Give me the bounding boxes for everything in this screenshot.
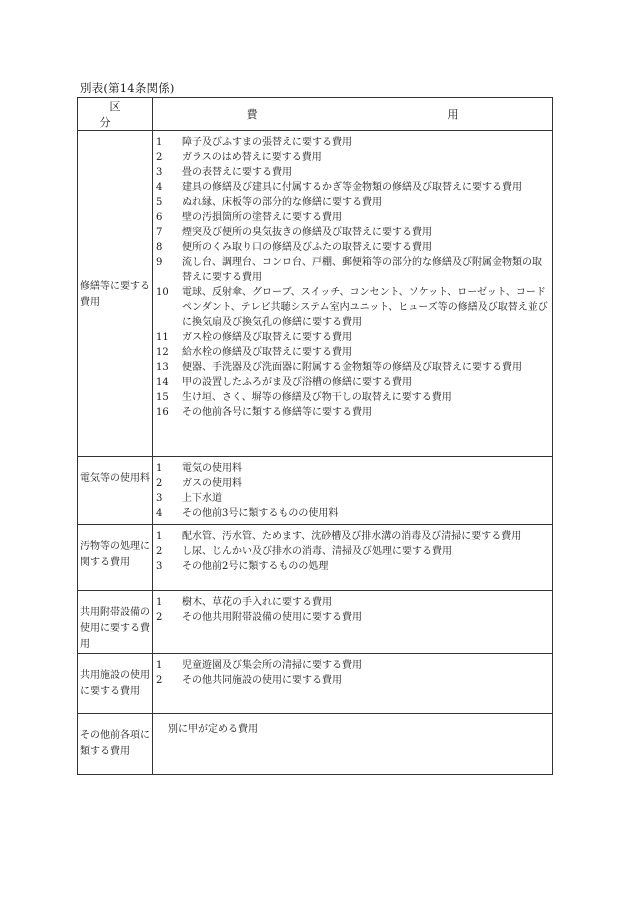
item-number: 13 (156, 362, 169, 373)
row-category: 共用附帯設備の使用に要する費用 (78, 591, 153, 654)
item-text: ガスの使用料 (182, 478, 242, 489)
item-number: 1 (156, 531, 163, 542)
list-item (156, 135, 550, 150)
list-item (156, 345, 550, 360)
item-text: その他前3号に類するものの使用料 (182, 508, 339, 519)
item-number: 5 (156, 197, 163, 208)
list-item (156, 559, 550, 574)
item-number: 9 (156, 257, 163, 268)
item-text: ガス栓の修繕及び取替えに要する費用 (182, 332, 352, 343)
item-text: その他前2号に類するものの処理 (182, 561, 329, 572)
row-items (153, 131, 553, 457)
item-number: 14 (156, 377, 169, 388)
list-item (156, 375, 550, 390)
header-category: 区分 (78, 98, 153, 131)
item-text: 給水栓の修繕及び取替えに要する費用 (182, 347, 352, 358)
item-text: 生け垣、さく、塀等の修繕及び物干しの取替えに要する費用 (182, 392, 452, 403)
item-text: ガラスのはめ替えに要する費用 (182, 152, 322, 163)
list-item (156, 610, 550, 625)
item-text: 障子及びふすまの張替えに要する費用 (182, 137, 352, 148)
item-number: 2 (156, 152, 163, 163)
list-item (156, 255, 550, 285)
list-item (156, 360, 550, 375)
item-text: 畳の表替えに要する費用 (182, 167, 292, 178)
item-number: 1 (156, 597, 163, 608)
item-text: し尿、じんかい及び排水の消毒、清掃及び処理に要する費用 (182, 546, 452, 557)
item-number: 3 (156, 493, 163, 504)
item-text: ぬれ縁、床板等の部分的な修繕に要する費用 (182, 197, 382, 208)
item-text: 樹木、草花の手入れに要する費用 (182, 597, 332, 608)
item-text: 流し台、調理台、コンロ台、戸棚、郵便箱等の部分的な修繕及び附属金物類の取替えに要する費用 (182, 257, 542, 283)
list-item (156, 544, 550, 559)
list-item (156, 673, 550, 688)
list-item (156, 285, 550, 330)
header-expense-right: 用 (447, 108, 459, 121)
header-expense-left: 費 (246, 108, 258, 121)
header-expense (153, 98, 553, 131)
list-item (156, 225, 550, 240)
row-items (153, 457, 553, 525)
row-category: 電気等の使用料 (78, 457, 153, 525)
list-item (156, 658, 550, 673)
item-number: 10 (156, 287, 169, 298)
list-item (156, 405, 550, 420)
item-text: 電球、反射傘、グローブ、スイッチ、コンセント、ソケット、ローゼット、コードペンダント、テレビ共聴システム室内ユニット、ヒューズ等の修繕及び取替え並びに換気扇及び換気孔の修繕に要する費用 (182, 287, 548, 328)
item-text: 壁の汚損箇所の塗替えに要する費用 (182, 212, 342, 223)
row-category: 汚物等の処理に関する費用 (78, 525, 153, 591)
row-text: 別に甲が定める費用 (168, 724, 258, 735)
item-text: その他共用附帯設備の使用に要する費用 (182, 612, 362, 623)
item-text: 便器、手洗器及び洗面器に附属する金物類等の修繕及び取替えに要する費用 (182, 362, 522, 373)
item-text: 上下水道 (182, 493, 222, 504)
list-item (156, 506, 550, 521)
header-row (78, 98, 553, 131)
table-caption: 別表(第14条関係) (80, 81, 175, 95)
row-category: 修繕等に要する費用 (78, 131, 153, 457)
item-text: 便所のくみ取り口の修繕及びふたの取替えに要する費用 (182, 242, 432, 253)
row-items (153, 714, 553, 775)
item-text: 児童遊園及び集会所の清掃に要する費用 (182, 660, 362, 671)
row-category: その他前各項に類する費用 (78, 714, 153, 775)
expense-table (77, 97, 553, 775)
item-text: その他前各号に類する修繕等に要する費用 (182, 407, 372, 418)
list-item (156, 390, 550, 405)
row-items (153, 654, 553, 714)
item-number: 1 (156, 660, 163, 671)
table-row (78, 457, 553, 525)
list-item (156, 461, 550, 476)
list-item (156, 476, 550, 491)
item-number: 16 (156, 407, 169, 418)
item-text: 甲の設置したふろがま及び浴槽の修繕に要する費用 (182, 377, 412, 388)
list-item (156, 529, 550, 544)
table-row (78, 131, 553, 457)
list-item (156, 210, 550, 225)
list-item (156, 195, 550, 210)
item-number: 2 (156, 675, 163, 686)
item-number: 6 (156, 212, 163, 223)
list-item (156, 150, 550, 165)
item-number: 2 (156, 478, 163, 489)
item-number: 8 (156, 242, 163, 253)
item-number: 3 (156, 561, 163, 572)
item-number: 4 (156, 182, 163, 193)
item-number: 7 (156, 227, 163, 238)
list-item (156, 330, 550, 345)
item-number: 1 (156, 137, 163, 148)
item-number: 1 (156, 463, 163, 474)
row-category: 共用施設の使用に要する費用 (78, 654, 153, 714)
item-text: 配水管、汚水管、ためます、沈砂槽及び排水溝の消毒及び清掃に要する費用 (182, 531, 522, 542)
item-text: 建具の修繕及び建具に付属するかぎ等金物類の修繕及び取替えに要する費用 (182, 182, 522, 193)
row-items (153, 591, 553, 654)
list-item (156, 165, 550, 180)
item-number: 4 (156, 508, 163, 519)
item-number: 11 (156, 332, 169, 343)
item-number: 15 (156, 392, 169, 403)
list-item (156, 595, 550, 610)
table-row (78, 525, 553, 591)
item-number: 2 (156, 546, 163, 557)
row-items (153, 525, 553, 591)
item-number: 2 (156, 612, 163, 623)
list-item (156, 180, 550, 195)
item-text: 煙突及び便所の臭気抜きの修繕及び取替えに要する費用 (182, 227, 432, 238)
item-number: 12 (156, 347, 169, 358)
list-item (156, 491, 550, 506)
item-text: その他共同施設の使用に要する費用 (182, 675, 342, 686)
list-item (156, 240, 550, 255)
table-row (78, 654, 553, 714)
item-number: 3 (156, 167, 163, 178)
item-text: 電気の使用料 (182, 463, 242, 474)
table-row (78, 714, 553, 775)
table-row (78, 591, 553, 654)
